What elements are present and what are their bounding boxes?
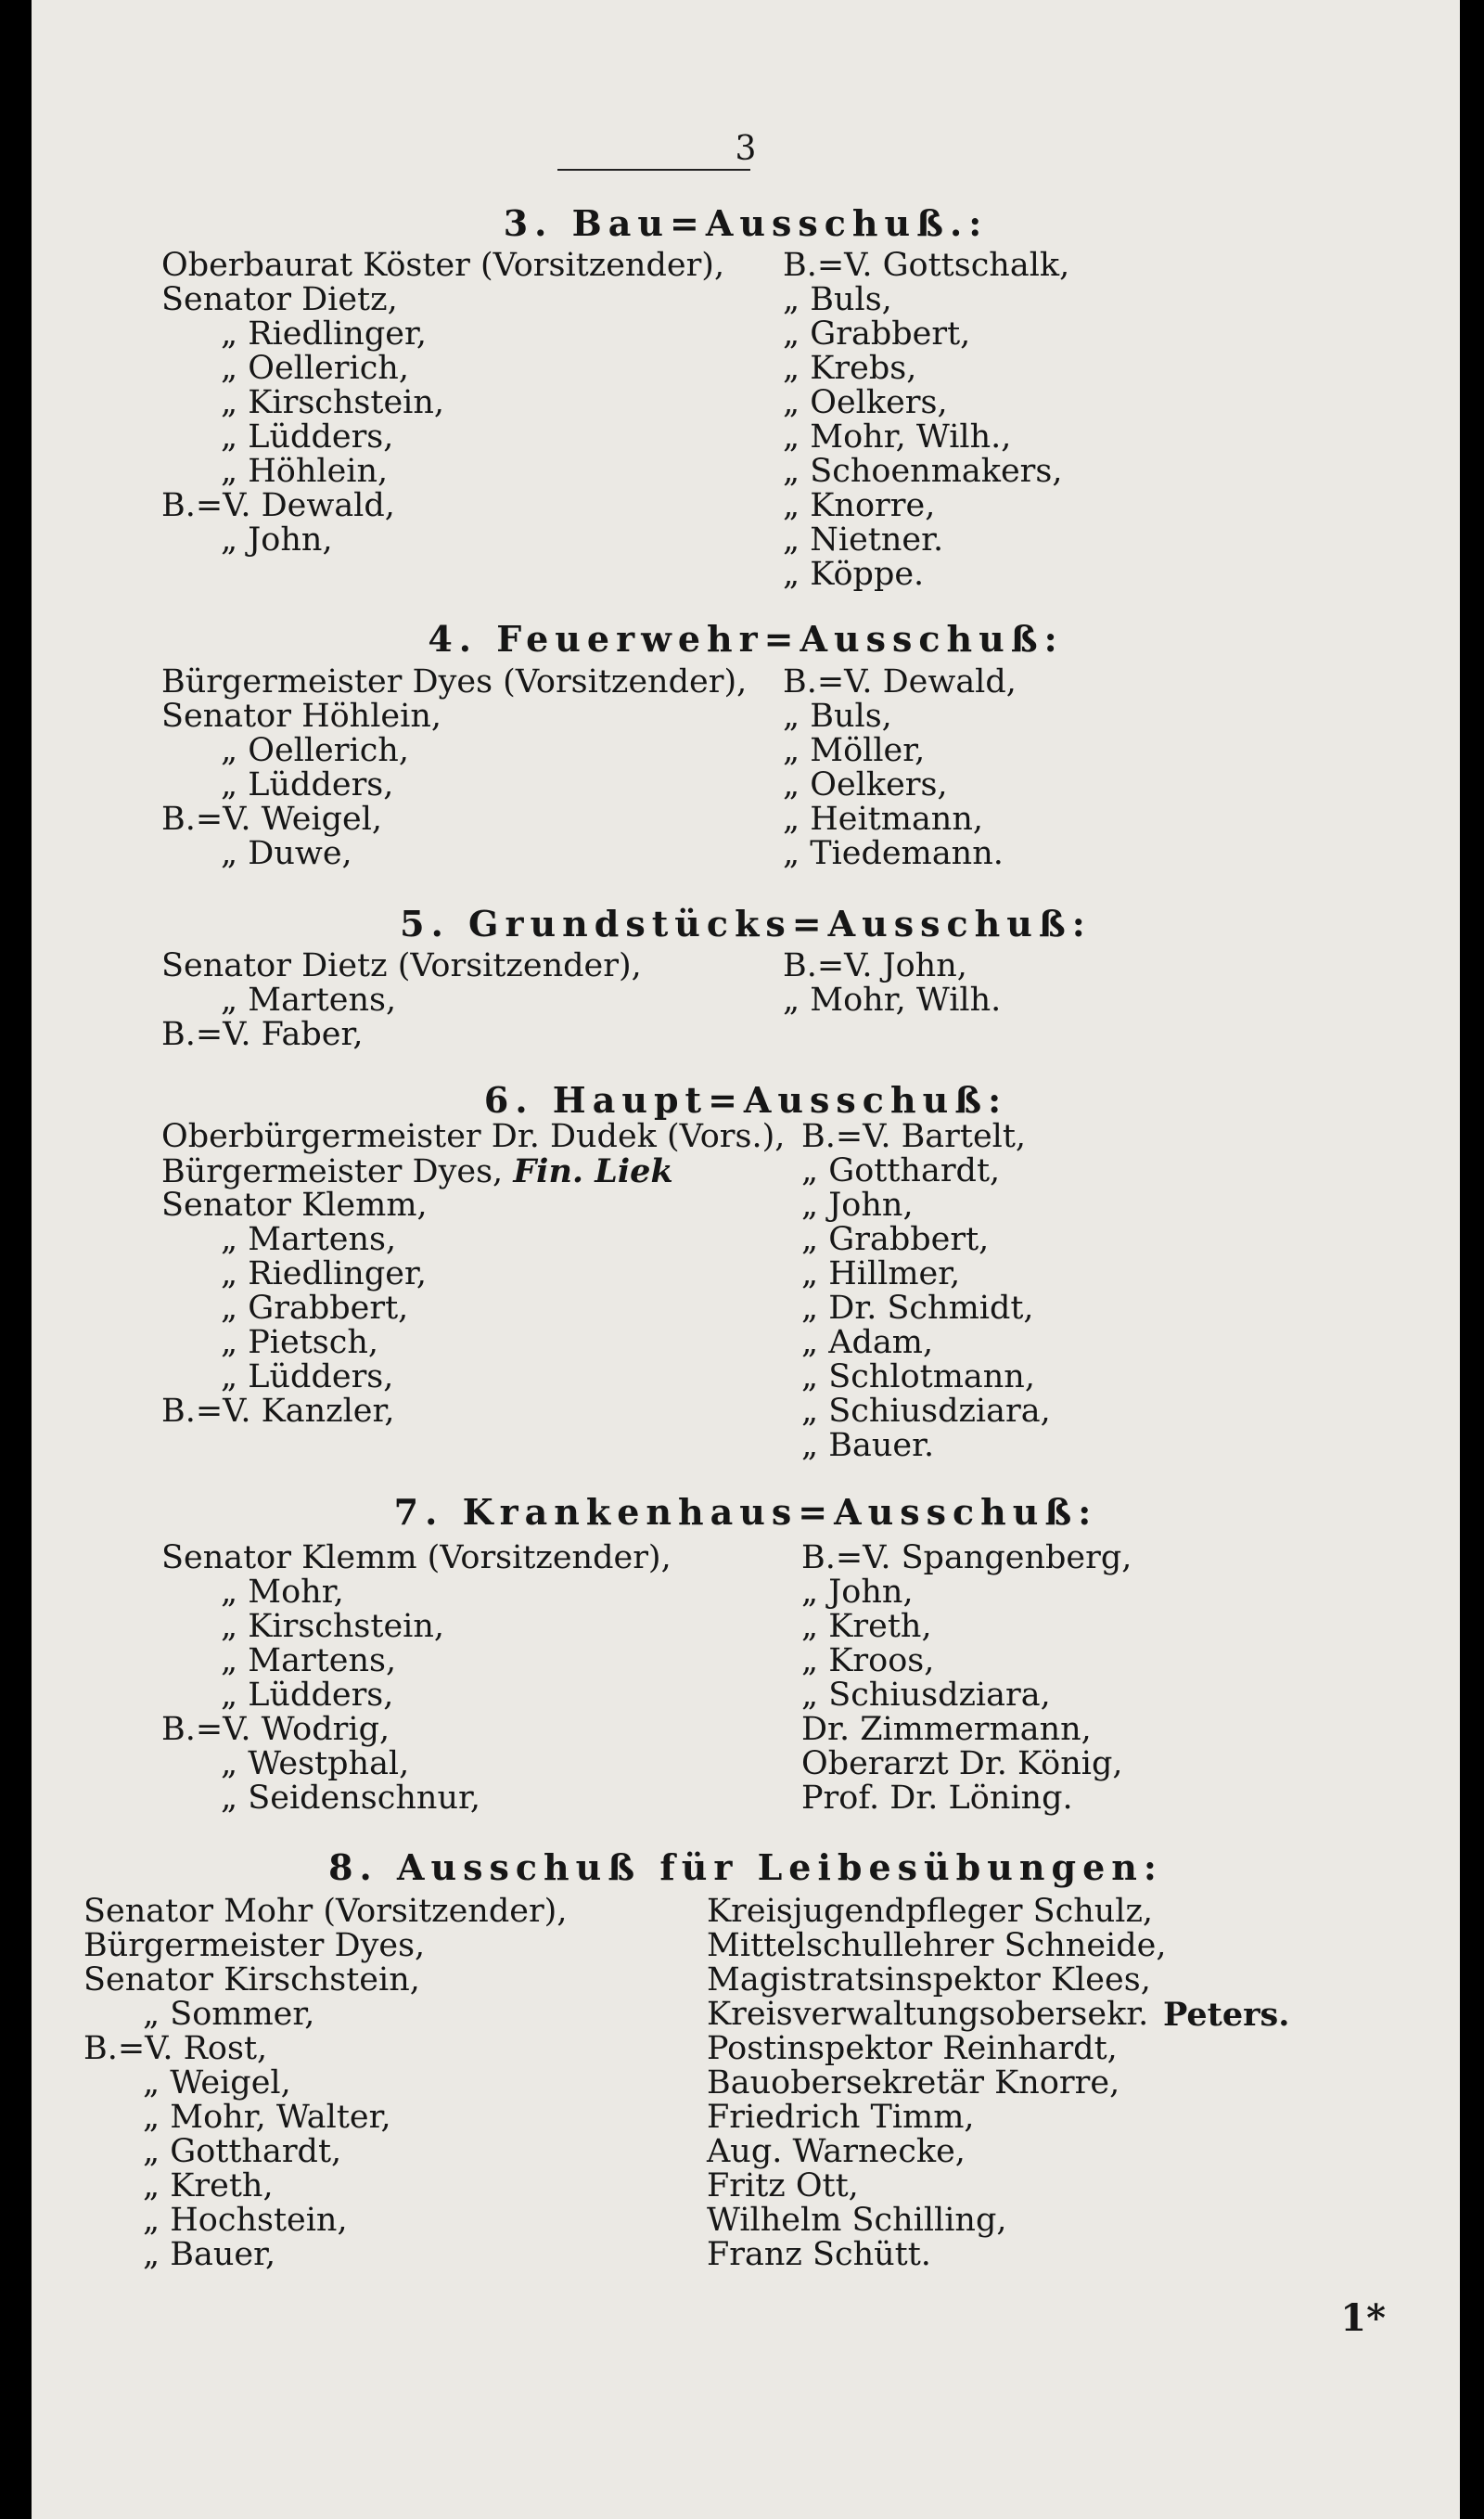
- member-line: Oberarzt Dr. König,: [801, 1745, 1123, 1782]
- member-line: „ Dr. Schmidt,: [801, 1290, 1034, 1327]
- member-line: Senator Höhlein,: [161, 698, 441, 735]
- member-line: B.=V. Faber,: [161, 1016, 364, 1053]
- member-line: „ Grabbert,: [801, 1221, 990, 1258]
- member-line: Magistratsinspektor Klees,: [707, 1961, 1151, 1998]
- member-line: „ Bauer.: [801, 1427, 935, 1464]
- member-line: „ Kirschstein,: [221, 1608, 445, 1645]
- member-line: Franz Schütt.: [707, 2236, 931, 2273]
- right-column: [707, 1895, 1166, 2272]
- member-line: „ Riedlinger,: [221, 1255, 427, 1292]
- member-line: „ Oelkers,: [783, 384, 948, 421]
- member-line: „ Kreth,: [801, 1608, 932, 1645]
- left-column: [161, 665, 747, 871]
- member-line: Senator Mohr (Vorsitzender),: [83, 1893, 568, 1930]
- member-line: „ John,: [801, 1187, 914, 1224]
- member-line: „ Oellerich,: [221, 732, 409, 769]
- left-column: [83, 1895, 567, 2272]
- member-line: Senator Klemm (Vorsitzender),: [161, 1539, 672, 1576]
- member-line: „ Tiedemann.: [783, 835, 1004, 872]
- member-line: Bürgermeister Dyes,: [83, 1927, 426, 1964]
- handwritten-annotation: Fin. Liek: [513, 1152, 673, 1190]
- member-line: Kreisjugendpfleger Schulz,: [707, 1893, 1154, 1930]
- member-line: Oberbaurat Köster (Vorsitzender),: [161, 247, 725, 284]
- member-line: „ Lüdders,: [221, 1358, 394, 1395]
- member-line: B.=V. Spangenberg,: [801, 1539, 1132, 1576]
- member-line: „ Möller,: [783, 732, 926, 769]
- member-line: Kreisverwaltungsobersekr.: [707, 1996, 1149, 2033]
- member-line: B.=V. Dewald,: [161, 487, 395, 524]
- left-column: [161, 1541, 672, 1816]
- member-line: „ Schiusdziara,: [801, 1677, 1051, 1714]
- member-line: „ Oellerich,: [221, 350, 409, 387]
- section-title: 5. Grundstücks=Ausschuß:: [400, 903, 1092, 945]
- page-number: 3: [735, 130, 757, 168]
- member-line: Bauobersekretär Knorre,: [707, 2064, 1120, 2101]
- member-line: B.=V. Rost,: [83, 2030, 268, 2067]
- member-line: B.=V. John,: [783, 947, 967, 984]
- member-line: „ Lüdders,: [221, 418, 394, 456]
- member-line: B.=V. Weigel,: [161, 801, 383, 838]
- member-line: „ Sommer,: [143, 1996, 315, 2033]
- member-line: „ Mohr, Wilh.: [783, 982, 1002, 1019]
- member-line: „ Mohr,: [221, 1574, 344, 1611]
- member-line: B.=V. Kanzler,: [161, 1393, 395, 1430]
- added-name: Peters.: [1163, 1996, 1290, 2034]
- member-line: B.=V. Bartelt,: [801, 1118, 1027, 1155]
- left-column: [161, 1120, 785, 1429]
- member-line: „ Adam,: [801, 1324, 934, 1361]
- member-line: „ Buls,: [783, 281, 892, 318]
- member-line: Prof. Dr. Löning.: [801, 1780, 1073, 1817]
- right-column: [783, 665, 1017, 871]
- section-title: 4. Feuerwehr=Ausschuß:: [428, 618, 1064, 660]
- member-line: Dr. Zimmermann,: [801, 1711, 1092, 1748]
- member-line: B.=V. Gottschalk,: [783, 247, 1070, 284]
- member-line: „ Bauer,: [143, 2236, 276, 2273]
- member-line: „ Kreth,: [143, 2167, 274, 2204]
- member-line: „ Höhlein,: [221, 453, 389, 490]
- member-line: Senator Kirschstein,: [83, 1961, 420, 1998]
- section-title: 7. Krankenhaus=Ausschuß:: [393, 1491, 1098, 1533]
- member-line: Senator Klemm,: [161, 1187, 428, 1224]
- member-line: Oberbürgermeister Dr. Dudek (Vors.),: [161, 1118, 786, 1155]
- section-title: 6. Haupt=Ausschuß:: [483, 1079, 1008, 1121]
- member-line: „ Krebs,: [783, 350, 917, 387]
- member-line: „ Weigel,: [143, 2064, 291, 2101]
- member-line: „ Kirschstein,: [221, 384, 445, 421]
- member-line: „ Pietsch,: [221, 1324, 379, 1361]
- member-line: „ Westphal,: [221, 1745, 410, 1782]
- member-line: „ John,: [801, 1574, 914, 1611]
- member-line: „ Knorre,: [783, 487, 936, 524]
- member-line-with-note: [161, 1154, 785, 1189]
- member-line: Aug. Warnecke,: [707, 2133, 966, 2170]
- left-column: [161, 249, 724, 558]
- signature-mark: 1*: [1340, 2296, 1386, 2340]
- member-line: „ Martens,: [221, 982, 397, 1019]
- member-line: Postinspektor Reinhardt,: [707, 2030, 1118, 2067]
- member-line: „ Kroos,: [801, 1642, 935, 1679]
- member-line: „ Gotthardt,: [143, 2133, 342, 2170]
- right-column: [801, 1541, 1132, 1816]
- section-title: 8. Ausschuß für Leibesübungen:: [328, 1846, 1163, 1888]
- member-line: „ Nietner.: [783, 521, 944, 559]
- member-line: Senator Dietz,: [161, 281, 398, 318]
- member-line: „ Schiusdziara,: [801, 1393, 1051, 1430]
- member-line: „ Martens,: [221, 1642, 397, 1679]
- member-line: „ Mohr, Walter,: [143, 2099, 391, 2136]
- member-line: B.=V. Wodrig,: [161, 1711, 390, 1748]
- member-line: Wilhelm Schilling,: [707, 2202, 1007, 2239]
- member-line: „ Hillmer,: [801, 1255, 961, 1292]
- member-line: „ Oelkers,: [783, 766, 948, 803]
- member-line: „ Gotthardt,: [801, 1152, 1001, 1189]
- member-line: „ Schoenmakers,: [783, 453, 1063, 490]
- member-line: „ Hochstein,: [143, 2202, 348, 2239]
- right-column: [783, 949, 1001, 1018]
- member-line: Senator Dietz (Vorsitzender),: [161, 947, 642, 984]
- page-number-rule: [557, 169, 750, 171]
- member-line: „ Riedlinger,: [221, 315, 427, 353]
- right-column: [783, 249, 1069, 592]
- member-line: Mittelschullehrer Schneide,: [707, 1927, 1167, 1964]
- member-line: „ Seidenschnur,: [221, 1780, 480, 1817]
- member-line: „ John,: [221, 521, 333, 559]
- member-line: Fritz Ott,: [707, 2167, 859, 2204]
- right-column: [801, 1120, 1051, 1463]
- member-text: Bürgermeister Dyes,: [161, 1153, 504, 1190]
- member-line: „ Heitmann,: [783, 801, 984, 838]
- document-page: [32, 0, 1460, 2519]
- member-line: „ Duwe,: [221, 835, 352, 872]
- member-line: „ Lüdders,: [221, 1677, 394, 1714]
- member-line: Friedrich Timm,: [707, 2099, 975, 2136]
- member-line: „ Martens,: [221, 1221, 397, 1258]
- member-line: „ Grabbert,: [221, 1290, 409, 1327]
- member-line: B.=V. Dewald,: [783, 663, 1017, 700]
- member-line: Bürgermeister Dyes (Vorsitzender),: [161, 663, 748, 700]
- member-line: „ Grabbert,: [783, 315, 971, 353]
- member-line: „ Mohr, Wilh.,: [783, 418, 1012, 456]
- member-line: „ Schlotmann,: [801, 1358, 1035, 1395]
- member-line: „ Köppe.: [783, 556, 925, 593]
- member-line: „ Lüdders,: [221, 766, 394, 803]
- left-column: [161, 949, 642, 1052]
- section-title: 3. Bau=Ausschuß.:: [503, 202, 989, 244]
- member-line: „ Buls,: [783, 698, 892, 735]
